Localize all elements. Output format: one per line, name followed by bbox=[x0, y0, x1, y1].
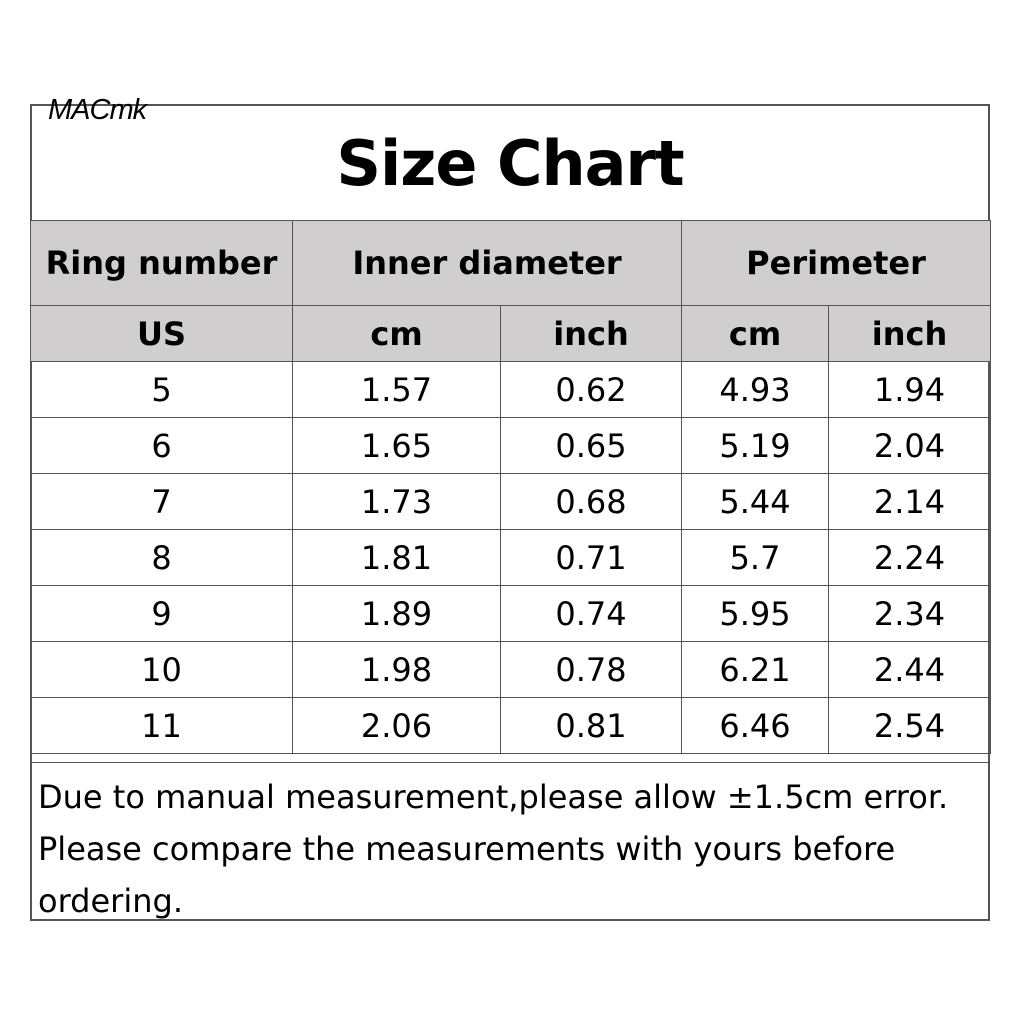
table-row bbox=[31, 530, 991, 586]
unit-cell: US bbox=[31, 306, 293, 362]
table-cell: 2.06 bbox=[293, 698, 501, 754]
size-table bbox=[30, 220, 991, 754]
table-cell: 2.24 bbox=[829, 530, 991, 586]
note-line: Please compare the measurements with yours before bbox=[38, 830, 896, 868]
table-cell: 1.81 bbox=[293, 530, 501, 586]
table-cell: 1.73 bbox=[293, 474, 501, 530]
table-row bbox=[31, 474, 991, 530]
table-row bbox=[31, 586, 991, 642]
table-cell: 9 bbox=[31, 586, 293, 642]
table-cell: 0.68 bbox=[501, 474, 682, 530]
unit-cell: cm bbox=[682, 306, 829, 362]
table-cell: 5.44 bbox=[682, 474, 829, 530]
note-line: ordering. bbox=[38, 882, 183, 920]
watermark-logo: MACmk bbox=[48, 94, 147, 126]
table-cell: 0.71 bbox=[501, 530, 682, 586]
table-cell: 6 bbox=[31, 418, 293, 474]
size-chart-frame bbox=[30, 104, 990, 921]
table-cell: 5.19 bbox=[682, 418, 829, 474]
table-cell: 1.94 bbox=[829, 362, 991, 418]
table-cell: 2.14 bbox=[829, 474, 991, 530]
unit-cell: inch bbox=[829, 306, 991, 362]
measurement-note bbox=[32, 762, 988, 919]
table-cell: 6.21 bbox=[682, 642, 829, 698]
table-cell: 5.95 bbox=[682, 586, 829, 642]
table-cell: 11 bbox=[31, 698, 293, 754]
table-cell: 2.54 bbox=[829, 698, 991, 754]
table-cell: 5.7 bbox=[682, 530, 829, 586]
unit-cell: inch bbox=[501, 306, 682, 362]
table-row bbox=[31, 642, 991, 698]
header-row bbox=[31, 221, 991, 306]
table-cell: 1.65 bbox=[293, 418, 501, 474]
chart-title: Size Chart bbox=[336, 126, 684, 200]
table-cell: 1.98 bbox=[293, 642, 501, 698]
table-cell: 0.78 bbox=[501, 642, 682, 698]
table-cell: 6.46 bbox=[682, 698, 829, 754]
unit-row bbox=[31, 306, 991, 362]
table-cell: 2.44 bbox=[829, 642, 991, 698]
header-perimeter: Perimeter bbox=[682, 221, 991, 306]
table-cell: 1.89 bbox=[293, 586, 501, 642]
header-inner-diameter: Inner diameter bbox=[293, 221, 682, 306]
table-cell: 1.57 bbox=[293, 362, 501, 418]
header-ring-number: Ring number bbox=[31, 221, 293, 306]
table-row bbox=[31, 698, 991, 754]
table-cell: 7 bbox=[31, 474, 293, 530]
table-cell: 4.93 bbox=[682, 362, 829, 418]
table-cell: 2.34 bbox=[829, 586, 991, 642]
table-cell: 0.81 bbox=[501, 698, 682, 754]
table-row bbox=[31, 418, 991, 474]
table-cell: 0.62 bbox=[501, 362, 682, 418]
table-row bbox=[31, 362, 991, 418]
note-line: Due to manual measurement,please allow ±1.5cm error. bbox=[38, 778, 949, 816]
table-cell: 0.74 bbox=[501, 586, 682, 642]
table-cell: 8 bbox=[31, 530, 293, 586]
table-cell: 5 bbox=[31, 362, 293, 418]
table-cell: 0.65 bbox=[501, 418, 682, 474]
table-cell: 10 bbox=[31, 642, 293, 698]
table-cell: 2.04 bbox=[829, 418, 991, 474]
unit-cell: cm bbox=[293, 306, 501, 362]
